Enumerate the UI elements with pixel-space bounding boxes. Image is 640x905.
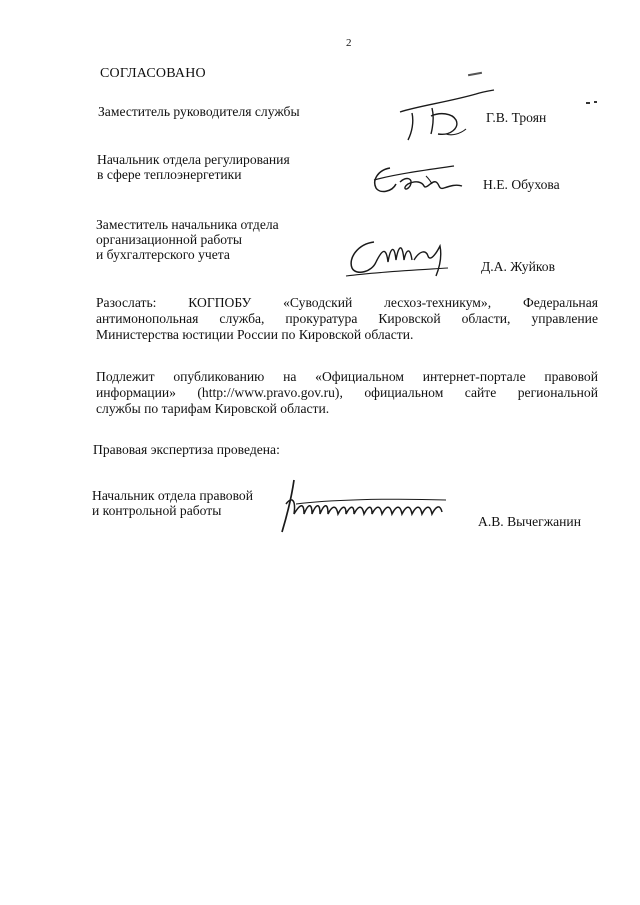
signature-zhuykov [336, 232, 466, 282]
publication-line: Подлежит опубликованию на «Официальном интернет-портале правовой [96, 369, 598, 384]
position-line: и контрольной работы [92, 503, 222, 518]
signatory-3-position [96, 217, 279, 262]
position-line: Начальник отдела регулирования [97, 152, 290, 167]
page-number: 2 [346, 37, 352, 49]
stray-mark [594, 101, 597, 103]
signature-obukhova [366, 156, 476, 200]
position-line: в сфере теплоэнергетики [97, 167, 242, 182]
signature-vychegzhanin [266, 474, 466, 538]
distribution-paragraph [96, 295, 598, 343]
legal-review-position [92, 488, 253, 518]
signatory-2-position [97, 152, 290, 182]
signatory-1-position [98, 104, 300, 119]
stray-mark [586, 102, 590, 104]
position-line: и бухгалтерского учета [96, 247, 230, 262]
stray-mark [468, 72, 482, 76]
distribution-line: Министерства юстиции России по Кировской области. [96, 327, 414, 342]
signatory-2-name: Н.Е. Обухова [483, 177, 560, 192]
publication-line: службы по тарифам Кировской области. [96, 401, 330, 416]
signatory-1-name: Г.В. Троян [486, 110, 547, 125]
position-line: Заместитель начальника отдела [96, 217, 279, 232]
publication-line: информации» (http://www.pravo.gov.ru), официальном сайте региональной [96, 385, 598, 400]
distribution-line: антимонопольная служба, прокуратура Кировской области, управление [96, 311, 598, 326]
signature-troyan [378, 82, 508, 150]
legal-review-statement: Правовая экспертиза проведена: [93, 442, 280, 457]
legal-review-name: А.В. Вычегжанин [478, 514, 581, 529]
position-line: Заместитель руководителя службы [98, 104, 300, 119]
approval-heading: СОГЛАСОВАНО [100, 66, 206, 81]
publication-paragraph [96, 369, 598, 417]
distribution-line: Разослать: КОГПОБУ «Суводский лесхоз-техникум», Федеральная [96, 295, 598, 310]
position-line: организационной работы [96, 232, 242, 247]
position-line: Начальник отдела правовой [92, 488, 254, 503]
signatory-3-name: Д.А. Жуйков [481, 259, 556, 274]
